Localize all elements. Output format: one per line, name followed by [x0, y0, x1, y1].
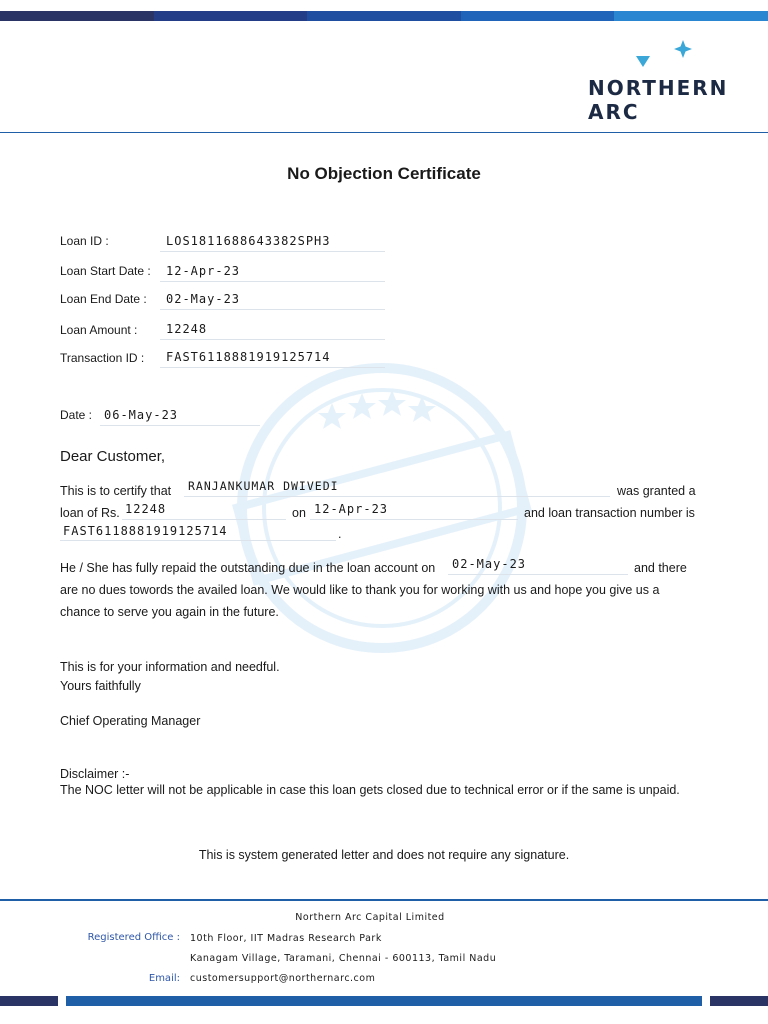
loan-start-value: 12-Apr-23: [166, 264, 241, 278]
period-text: .: [338, 527, 342, 541]
signatory-title: Chief Operating Manager: [60, 714, 201, 728]
granted-text: was granted a: [617, 484, 696, 498]
on-text: on: [292, 506, 306, 520]
date-label: Date :: [60, 408, 93, 422]
body-date-underline: [310, 519, 518, 520]
email-value: customersupport@northernarc.com: [190, 973, 376, 984]
name-underline: [184, 496, 610, 497]
disclaimer-text: The NOC letter will not be applicable in case this loan gets closed due to technical error or if the same is unpaid.: [60, 783, 680, 797]
footer-divider: [0, 899, 768, 901]
body-txn-underline: [60, 540, 336, 541]
registered-office-label: Registered Office :: [87, 932, 180, 943]
loan-amount-label: Loan Amount :: [60, 323, 138, 337]
header-divider: [0, 132, 768, 133]
loan-end-label: Loan End Date :: [60, 292, 147, 306]
closed-date-underline: [448, 574, 628, 575]
customer-name: RANJANKUMAR DWIVEDI: [188, 479, 339, 493]
date-value: 06-May-23: [104, 408, 179, 422]
loan-start-underline: [160, 281, 385, 282]
footer-company: Northern Arc Capital Limited: [295, 912, 445, 923]
closed-date: 02-May-23: [452, 557, 527, 571]
greeting: Dear Customer,: [60, 448, 166, 465]
loan-start-label: Loan Start Date :: [60, 264, 151, 278]
body-amount: 12248: [125, 502, 167, 516]
date-underline: [100, 425, 260, 426]
txn-number-text: and loan transaction number is: [524, 506, 695, 520]
loan-amount-value: 12248: [166, 322, 208, 336]
and-there-text: and there: [634, 561, 687, 575]
info-text: This is for your information and needful.: [60, 660, 280, 674]
page-title: No Objection Certificate: [287, 164, 481, 183]
amount-underline: [122, 519, 286, 520]
top-color-bar: [0, 11, 768, 21]
repaid-text: He / She has fully repaid the outstanding due in the loan account on: [60, 561, 436, 575]
loan-end-value: 02-May-23: [166, 292, 241, 306]
bottom-bar-left: [0, 996, 58, 1006]
logo-text: NORTHERN ARC: [588, 76, 729, 124]
transaction-id-value: FAST6118881919125714: [166, 350, 331, 364]
certify-text: This is to certify that: [60, 484, 172, 498]
loan-id-value: LOS1811688643382SPH3: [166, 234, 331, 248]
bottom-bar-right: [710, 996, 768, 1006]
system-note: This is system generated letter and does not require any signature.: [198, 848, 570, 862]
email-label: Email:: [148, 973, 180, 984]
loan-amount-underline: [160, 339, 385, 340]
disclaimer-label: Disclaimer :-: [60, 767, 130, 781]
no-dues-text: are no dues towords the availed loan. We would like to thank you for working with us and hope you give us a: [60, 583, 660, 597]
body-transaction-id: FAST6118881919125714: [63, 524, 228, 538]
northern-arc-logo: [588, 38, 748, 122]
bottom-bar-center: [66, 996, 702, 1006]
yours-faithfully: Yours faithfully: [60, 679, 141, 693]
loan-id-label: Loan ID :: [60, 234, 109, 248]
loan-id-underline: [160, 251, 385, 252]
body-date: 12-Apr-23: [314, 502, 389, 516]
transaction-id-label: Transaction ID :: [60, 351, 145, 365]
loan-of-text: loan of Rs.: [60, 506, 120, 520]
loan-end-underline: [160, 309, 385, 310]
serve-text: chance to serve you again in the future.: [60, 605, 279, 619]
address-line-2: Kanagam Village, Taramani, Chennai - 600113, Tamil Nadu: [190, 953, 497, 964]
transaction-id-underline: [160, 367, 385, 368]
address-line-1: 10th Floor, IIT Madras Research Park: [190, 933, 382, 944]
logo-star-icon: [588, 38, 748, 78]
